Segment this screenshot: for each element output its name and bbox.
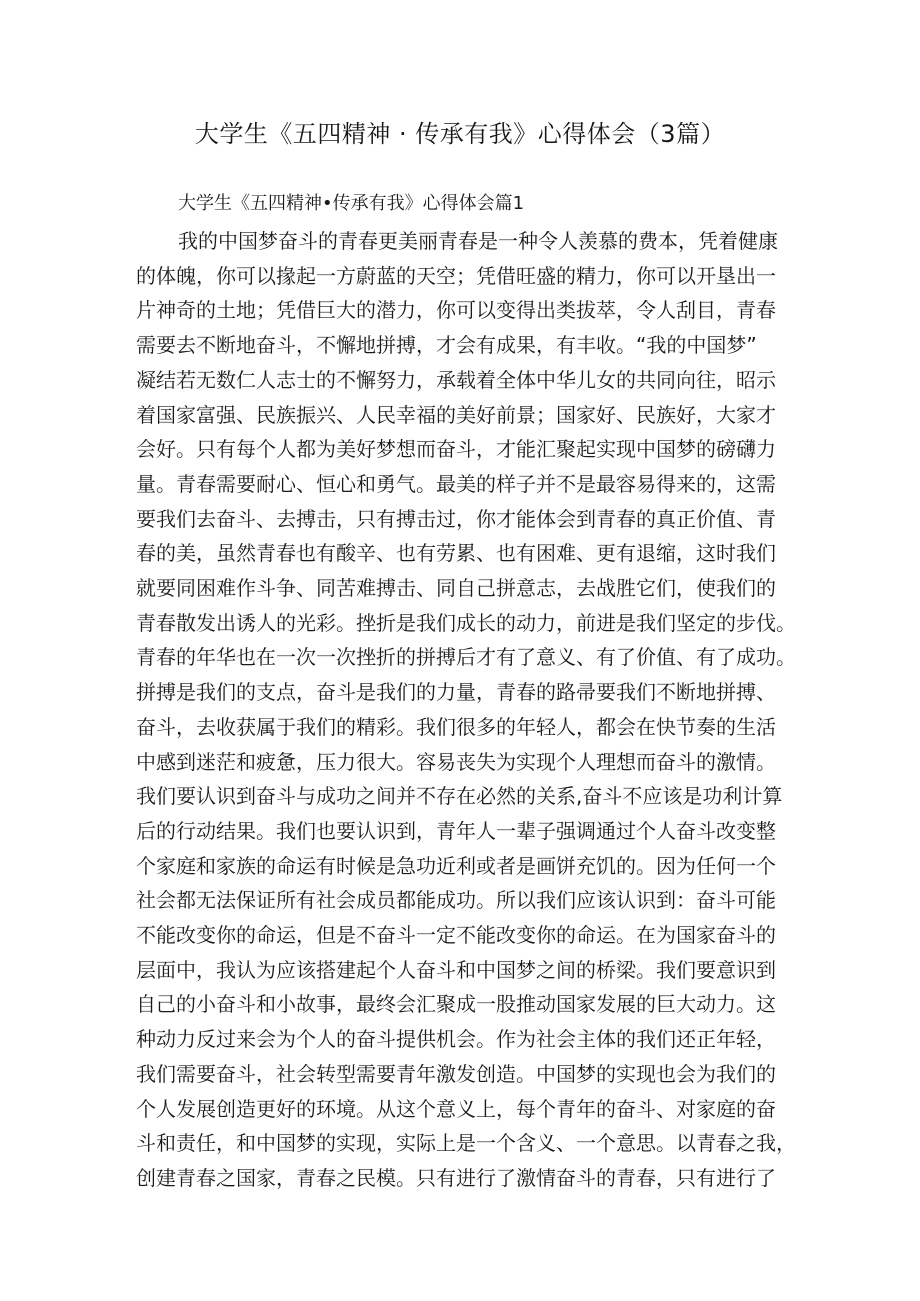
text-line: 春的美，虽然青春也有酸辛、也有劳累、也有困难、更有退缩，这时我们 [136, 541, 776, 566]
text-line: 量。青春需要耐心、恒心和勇气。最美的样子并不是最容易得来的，这需 [136, 471, 776, 496]
text-line: 需要去不断地奋斗，不懈地拼搏，才会有成果，有丰收。“我的中国梦” [136, 333, 757, 358]
text-line: 中感到迷茫和疲惫，压力很大。容易丧失为实现个人理想而奋斗的激情。 [136, 749, 776, 774]
text-line: 后的行动结果。我们也要认识到，青年人一辈子强调通过个人奋斗改变整 [136, 818, 776, 843]
text-line: 着国家富强、民族振兴、人民幸福的美好前景；国家好、民族好，大家才 [136, 402, 776, 427]
text-line: 片神奇的土地；凭借巨大的潜力，你可以变得出类拔萃，令人刮目，青春 [136, 298, 776, 323]
text-line: 个家庭和家族的命运有时候是急功近利或者是画饼充饥的。因为任何一个 [136, 853, 776, 878]
text-line: 不能改变你的命运，但是不奋斗一定不能改变你的命运。在为国家奋斗的 [136, 923, 776, 947]
text-line: 我们要认识到奋斗与成功之间并不存在必然的关系,奋斗不应该是功利计算 [136, 784, 783, 809]
text-line: 就要同困难作斗争、同苦难搏击、同自己拼意志，去战胜它们，使我们的 [136, 576, 776, 600]
text-line: 青春的年华也在一次一次挫折的拼搏后才有了意义、有了价值、有了成功。 [136, 645, 796, 670]
text-line: 创建青春之国家，青春之民模。只有进行了激情奋斗的青春，只有进行了 [136, 1165, 776, 1190]
text-line: 要我们去奋斗、去搏击，只有搏击过，你才能体会到青春的真正价值、青 [136, 506, 776, 531]
text-line: 个人发展创造更好的环境。从这个意义上，每个青年的奋斗、对家庭的奋 [136, 1096, 776, 1121]
text-line: 自己的小奋斗和小故事，最终会汇聚成一股推动国家发展的巨大动力。这 [136, 992, 776, 1017]
text-line: 斗和责任，和中国梦的实现，实际上是一个含义、一个意思。以青春之我， [136, 1131, 796, 1156]
text-line: 奋斗，去收获属于我们的精彩。我们很多的年轻人，都会在快节奏的生活 [136, 714, 776, 739]
text-line: 我的中国梦奋斗的青春更美丽青春是一种令人羡慕的费本，凭着健康 [178, 229, 778, 253]
text-line: 层面中，我认为应该搭建起个人奋斗和中国梦之间的桥梁。我们要意识到 [136, 957, 776, 982]
text-line: 我们需要奋斗，社会转型需要青年激发创造。中国梦的实现也会为我们的 [136, 1061, 776, 1086]
text-line: 青春散发出诱人的光彩。挫折是我们成长的动力，前进是我们坚定的步伐。 [136, 610, 796, 635]
text-line: 凝结若无数仁人志士的不懈努力，承载着全体中华儿女的共同向往，昭示 [136, 367, 776, 392]
text-line: 社会都无法保证所有社会成员都能成功。所以我们应该认识到：奋斗可能 [136, 888, 776, 913]
text-line: 的体魄，你可以掾起一方蔚蓝的天空；凭借旺盛的精力，你可以开垦出一 [136, 263, 776, 288]
document-title: 大学生《五四精神 · 传承有我》心得体会（3篇） [194, 120, 726, 148]
text-line: 种动力反过来会为个人的奋斗提供机会。作为社会主体的我们还正年轻， [136, 1027, 776, 1052]
text-line: 会好。只有每个人都为美好梦想而奋斗，才能汇聚起实现中国梦的磅礴力 [136, 437, 776, 462]
section-heading: 大学生《五四精神•传承有我》心得体会篇1 [178, 193, 525, 214]
text-line: 拼搏是我们的支点，奋斗是我们的力量，青春的路帚要我们不断地拼搏、 [136, 680, 776, 705]
